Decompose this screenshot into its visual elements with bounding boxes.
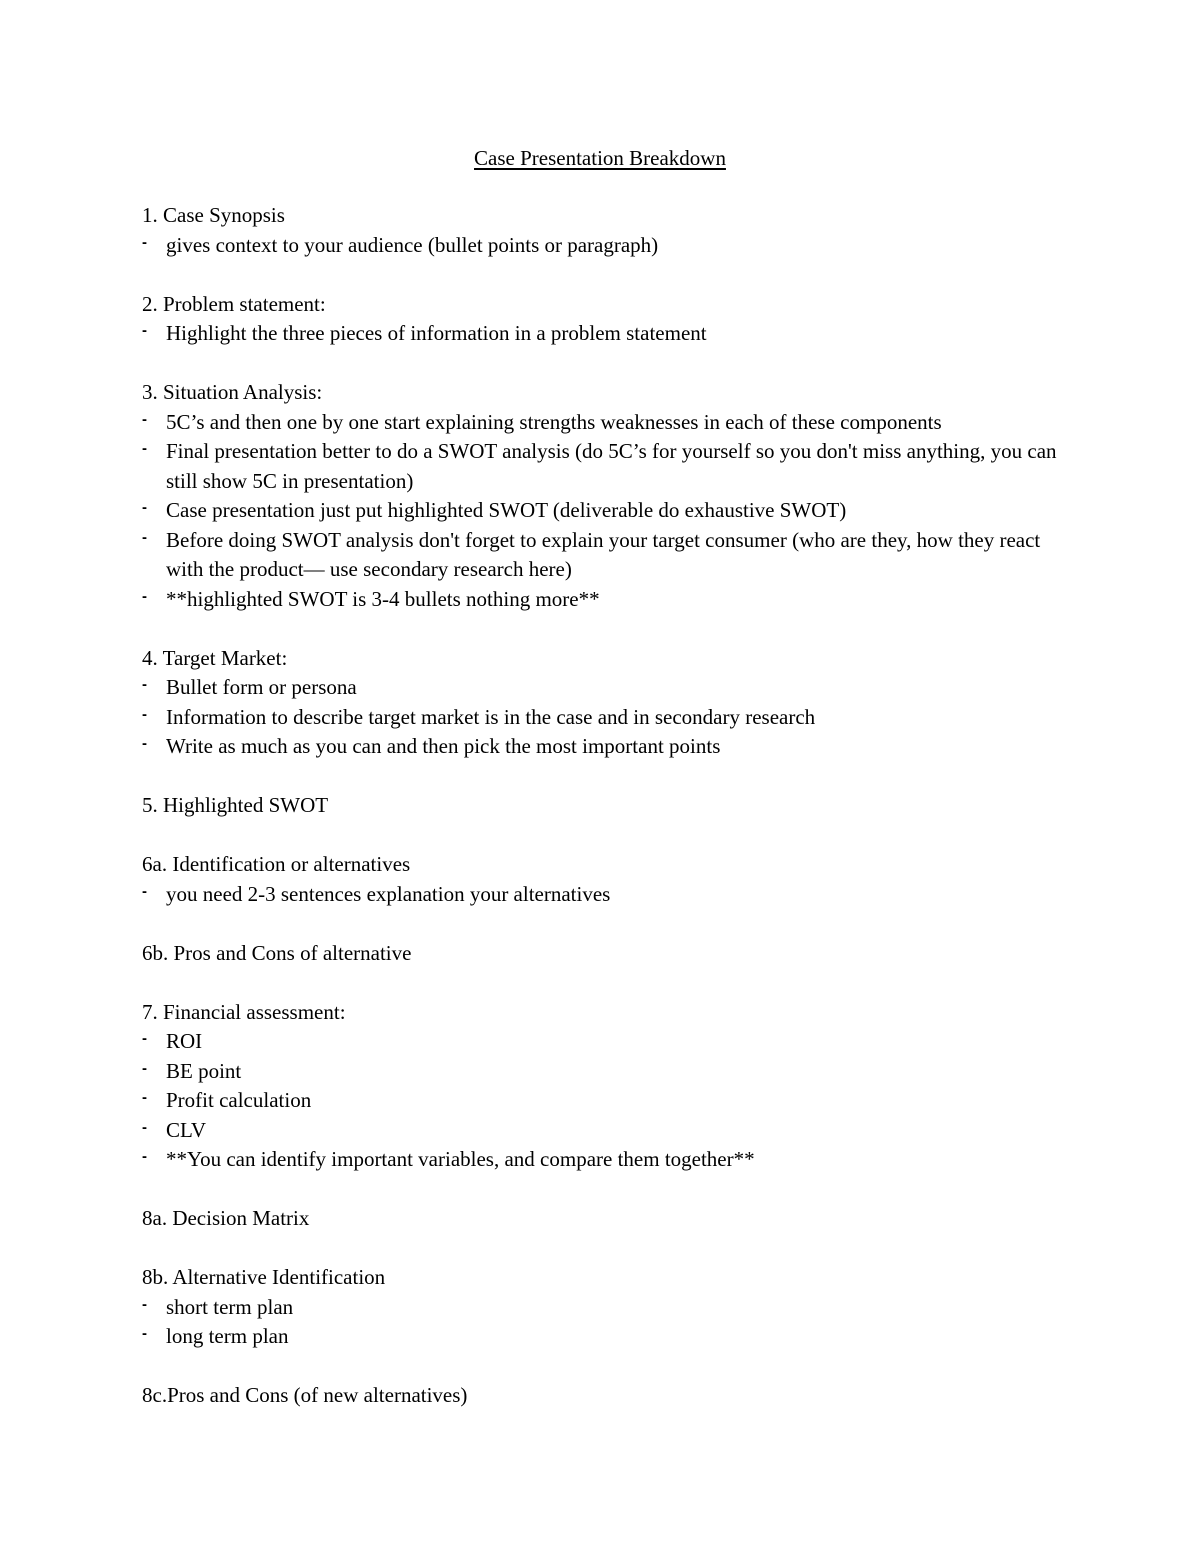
- dash-bullet-icon: -: [142, 499, 147, 516]
- dash-bullet-icon: -: [142, 528, 147, 546]
- bullet-text: Highlight the three pieces of information in a problem statement: [166, 321, 707, 345]
- bullet-text: Information to describe target market is in the case and in secondary research: [166, 704, 816, 729]
- section-heading: 5. Highlighted SWOT: [142, 793, 329, 817]
- bullet-text: gives context to your audience (bullet points or paragraph): [166, 232, 659, 257]
- bullet-item: [142, 496, 1062, 526]
- dash-bullet-icon: -: [142, 1325, 147, 1342]
- bullet-text: long term plan: [166, 1324, 289, 1348]
- bullet-list: [142, 408, 1062, 615]
- dash-bullet-icon: -: [142, 1148, 147, 1165]
- outline-section: [142, 290, 1062, 349]
- bullet-item: [142, 1322, 1062, 1352]
- section-heading: 4. Target Market:: [142, 645, 288, 670]
- bullet-text: **highlighted SWOT is 3-4 bullets nothing more**: [166, 586, 600, 611]
- document-title: Case Presentation Breakdown: [474, 146, 726, 170]
- bullet-item: [142, 703, 1062, 733]
- bullet-text: Write as much as you can and then pick the most important points: [166, 734, 721, 758]
- dash-bullet-icon: -: [142, 410, 147, 428]
- bullet-text: Final presentation better to do a SWOT analysis (do 5C’s for yourself so you don't miss anything, you can still show 5C in presentation): [166, 439, 1057, 493]
- bullet-text: ROI: [166, 1029, 203, 1053]
- section-heading: 1. Case Synopsis: [142, 203, 285, 227]
- dash-bullet-icon: -: [142, 1295, 147, 1313]
- bullet-text: BE point: [166, 1058, 242, 1083]
- bullet-item: [142, 526, 1062, 585]
- bullet-list: [142, 1293, 1062, 1352]
- bullet-text: 5C’s and then one by one start explaining strengths weaknesses in each of these components: [166, 409, 942, 434]
- dash-bullet-icon: -: [142, 1030, 147, 1047]
- bullet-item: [142, 408, 1062, 438]
- bullet-list: [142, 673, 1062, 762]
- bullet-item: [142, 1293, 1062, 1323]
- outline-section: [142, 201, 1062, 260]
- bullet-item: [142, 231, 1062, 261]
- bullet-item: [142, 673, 1062, 703]
- section-heading: 6b. Pros and Cons of alternative: [142, 940, 412, 965]
- bullet-list: [142, 319, 1062, 349]
- bullet-text: Profit calculation: [166, 1088, 312, 1112]
- dash-bullet-icon: -: [142, 322, 147, 339]
- outline-section: [142, 791, 1062, 821]
- outline-section: [142, 939, 1062, 969]
- bullet-item: [142, 1116, 1062, 1146]
- bullet-text: short term plan: [166, 1294, 294, 1319]
- bullet-text: CLV: [166, 1117, 207, 1142]
- section-heading: 3. Situation Analysis:: [142, 380, 323, 404]
- bullet-text: **You can identify important variables, and compare them together**: [166, 1147, 755, 1171]
- dash-bullet-icon: -: [142, 233, 147, 251]
- bullet-text: Before doing SWOT analysis don't forget to explain your target consumer (who are they, how they react with the product— use secondary research here): [166, 527, 1041, 581]
- bullet-item: [142, 1145, 1062, 1175]
- bullet-item: [142, 585, 1062, 615]
- outline-section: [142, 998, 1062, 1175]
- outline-section: [142, 850, 1062, 909]
- bullet-list: [142, 880, 1062, 910]
- outline-section: [142, 1263, 1062, 1352]
- outline-section: [142, 1204, 1062, 1234]
- dash-bullet-icon: -: [142, 735, 147, 752]
- bullet-text: Case presentation just put highlighted SWOT (deliverable do exhaustive SWOT): [166, 498, 847, 522]
- bullet-item: [142, 319, 1062, 349]
- outline-section: [142, 644, 1062, 762]
- section-heading: 8b. Alternative Identification: [142, 1265, 386, 1289]
- dash-bullet-icon: -: [142, 1059, 147, 1077]
- dash-bullet-icon: -: [142, 1089, 147, 1106]
- section-heading: 8c.Pros and Cons (of new alternatives): [142, 1383, 468, 1407]
- outline-section: [142, 378, 1062, 614]
- section-heading: 7. Financial assessment:: [142, 999, 346, 1024]
- bullet-item: [142, 880, 1062, 910]
- bullet-text: you need 2-3 sentences explanation your alternatives: [166, 881, 611, 906]
- dash-bullet-icon: -: [142, 440, 147, 457]
- dash-bullet-icon: -: [142, 1118, 147, 1136]
- dash-bullet-icon: -: [142, 705, 147, 723]
- bullet-list: [142, 231, 1062, 261]
- bullet-item: [142, 732, 1062, 762]
- dash-bullet-icon: -: [142, 676, 147, 693]
- section-heading: 6a. Identification or alternatives: [142, 852, 411, 876]
- bullet-item: [142, 1057, 1062, 1087]
- section-heading: 8a. Decision Matrix: [142, 1206, 310, 1230]
- dash-bullet-icon: -: [142, 587, 147, 605]
- bullet-item: [142, 1027, 1062, 1057]
- bullet-list: [142, 1027, 1062, 1175]
- section-heading: 2. Problem statement:: [142, 291, 326, 316]
- outline-sections: [142, 201, 1062, 1440]
- outline-section: [142, 1381, 1062, 1411]
- dash-bullet-icon: -: [142, 882, 147, 900]
- bullet-text: Bullet form or persona: [166, 675, 357, 699]
- bullet-item: [142, 1086, 1062, 1116]
- bullet-item: [142, 437, 1062, 496]
